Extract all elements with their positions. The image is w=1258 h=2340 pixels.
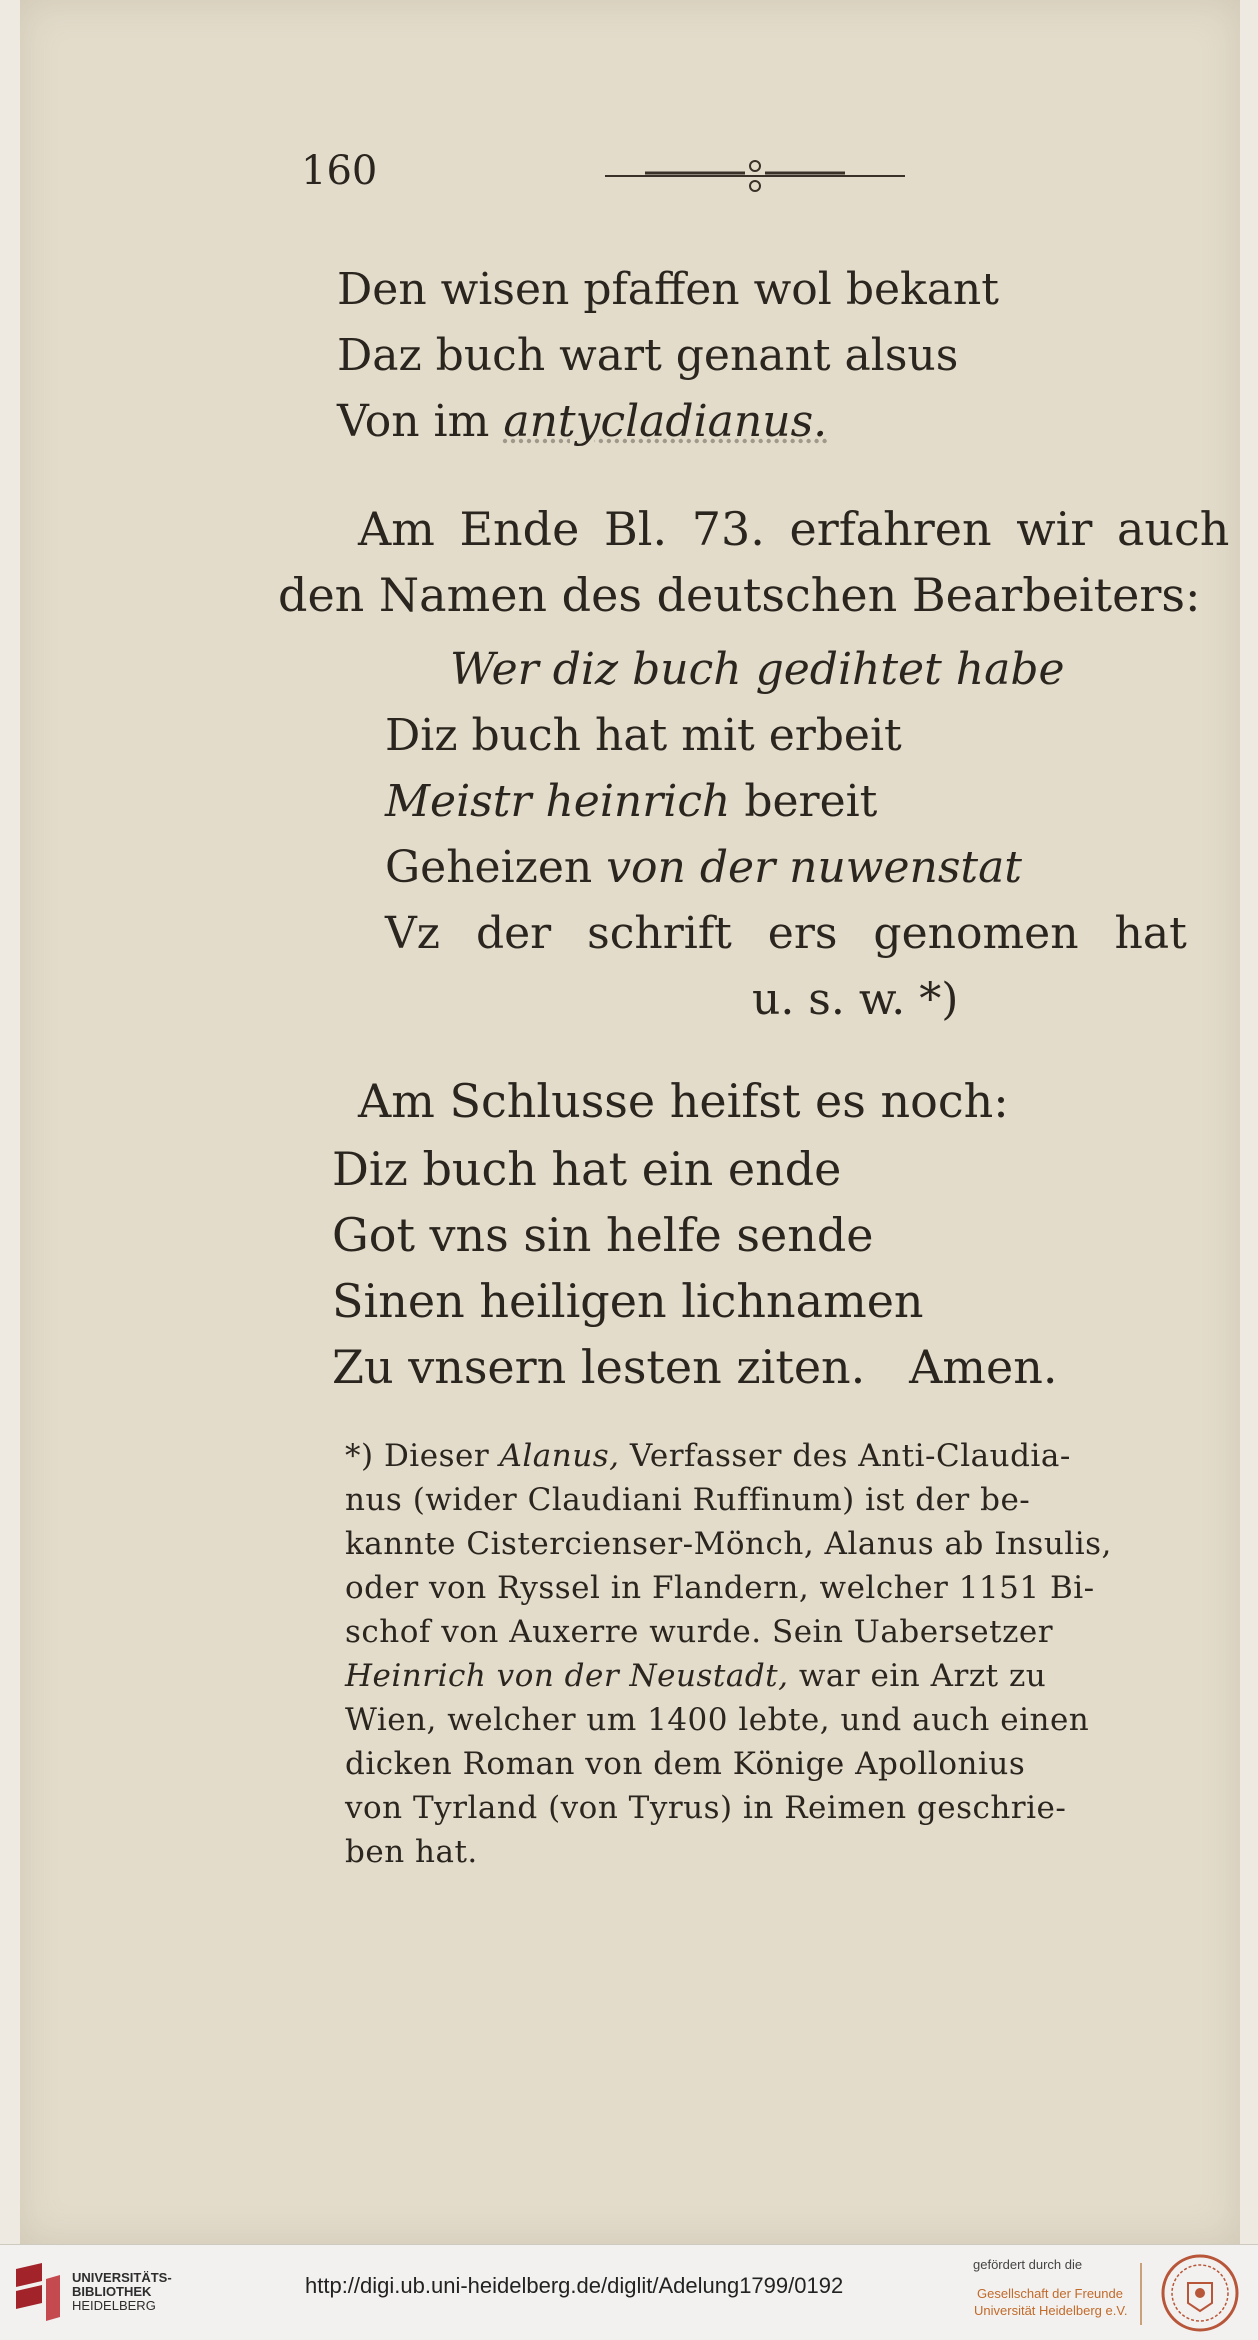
verse-line: [385, 842, 1022, 893]
paragraph-line: Am Ende Bl. 73. erfahren wir auch: [358, 502, 1230, 556]
verse-line: Daz buch wart genant alsus: [337, 330, 959, 381]
logo-line: BIBLIOTHEK: [72, 2284, 152, 2299]
verse-line: Sinen heiligen lichnamen: [332, 1274, 924, 1328]
verse-line: [337, 396, 827, 447]
paragraph-line: den Namen des deutschen Bearbeiters:: [278, 568, 1201, 622]
footnote-line: [345, 1438, 1071, 1474]
university-seal-icon: [1160, 2253, 1240, 2333]
footnote-line: [345, 1658, 1046, 1694]
sponsor-name[interactable]: Universität Heidelberg e.V.: [974, 2303, 1128, 2318]
footnote-text: Verfasser des Anti-Claudia-: [629, 1438, 1071, 1474]
verse-line: Zu vnsern lesten ziten. Amen.: [332, 1340, 1058, 1394]
permalink-url[interactable]: http://digi.ub.uni-heidelberg.de/diglit/Adelung1799/0192: [305, 2273, 844, 2298]
footnote-text: war ein Arzt zu: [798, 1658, 1047, 1694]
footnote-line: schof von Auxerre wurde. Sein Uabersetzer: [345, 1614, 1054, 1650]
verse-line: Got vns sin helfe sende: [332, 1208, 874, 1262]
italic-name: Meistr heinrich: [385, 776, 731, 827]
library-logo[interactable]: [72, 2271, 172, 2313]
verse-line: Wer diz buch gedihtet habe: [450, 644, 1065, 695]
paragraph-line: Am Schlusse heifst es noch:: [358, 1074, 1009, 1128]
footer-divider: [1140, 2263, 1142, 2325]
sponsor-name[interactable]: Gesellschaft der Freunde: [977, 2286, 1123, 2301]
verse-line: Diz buch hat ein ende: [332, 1142, 842, 1196]
footnote-text: *) Dieser: [345, 1438, 490, 1474]
italic-name: von der nuwenstat: [606, 842, 1022, 893]
sponsor-caption: gefördert durch die: [973, 2257, 1083, 2272]
verse-line: [385, 776, 877, 827]
scanned-page: [20, 0, 1240, 2244]
verse-line: Vz der schrift ers genomen hat: [385, 908, 1187, 959]
library-logo-icon: [12, 2261, 64, 2325]
page-number: 160: [301, 148, 378, 194]
ornament-rule-icon: [605, 158, 905, 194]
footnote-line: nus (wider Claudiani Ruffinum) ist der be-: [345, 1482, 1031, 1518]
footnote-line: dicken Roman von dem Könige Apollonius: [345, 1746, 1026, 1782]
verse-text: Geheizen: [385, 842, 593, 893]
logo-line: UNIVERSITÄTS-: [72, 2270, 172, 2285]
footnote-line: Wien, welcher um 1400 lebte, und auch einen: [345, 1702, 1090, 1738]
italic-name: Alanus,: [499, 1438, 620, 1474]
footnote-line: oder von Ryssel in Flandern, welcher 1151 Bi-: [345, 1570, 1095, 1606]
verse-text: bereit: [744, 776, 878, 827]
verse-line: u. s. w. *): [752, 974, 959, 1025]
footer-bar: [0, 2244, 1258, 2340]
italic-term: antycladianus.: [503, 396, 828, 447]
italic-name: Heinrich von der Neustadt,: [345, 1658, 789, 1694]
footnote-line: ben hat.: [345, 1834, 478, 1870]
footnote-line: kannte Cistercienser-Mönch, Alanus ab Insulis,: [345, 1526, 1112, 1562]
footnote-line: von Tyrland (von Tyrus) in Reimen geschrie-: [345, 1790, 1067, 1826]
verse-text: Von im: [337, 396, 490, 447]
verse-line: Den wisen pfaffen wol bekant: [337, 264, 999, 315]
logo-line: HEIDELBERG: [72, 2298, 156, 2313]
verse-line: Diz buch hat mit erbeit: [385, 710, 902, 761]
